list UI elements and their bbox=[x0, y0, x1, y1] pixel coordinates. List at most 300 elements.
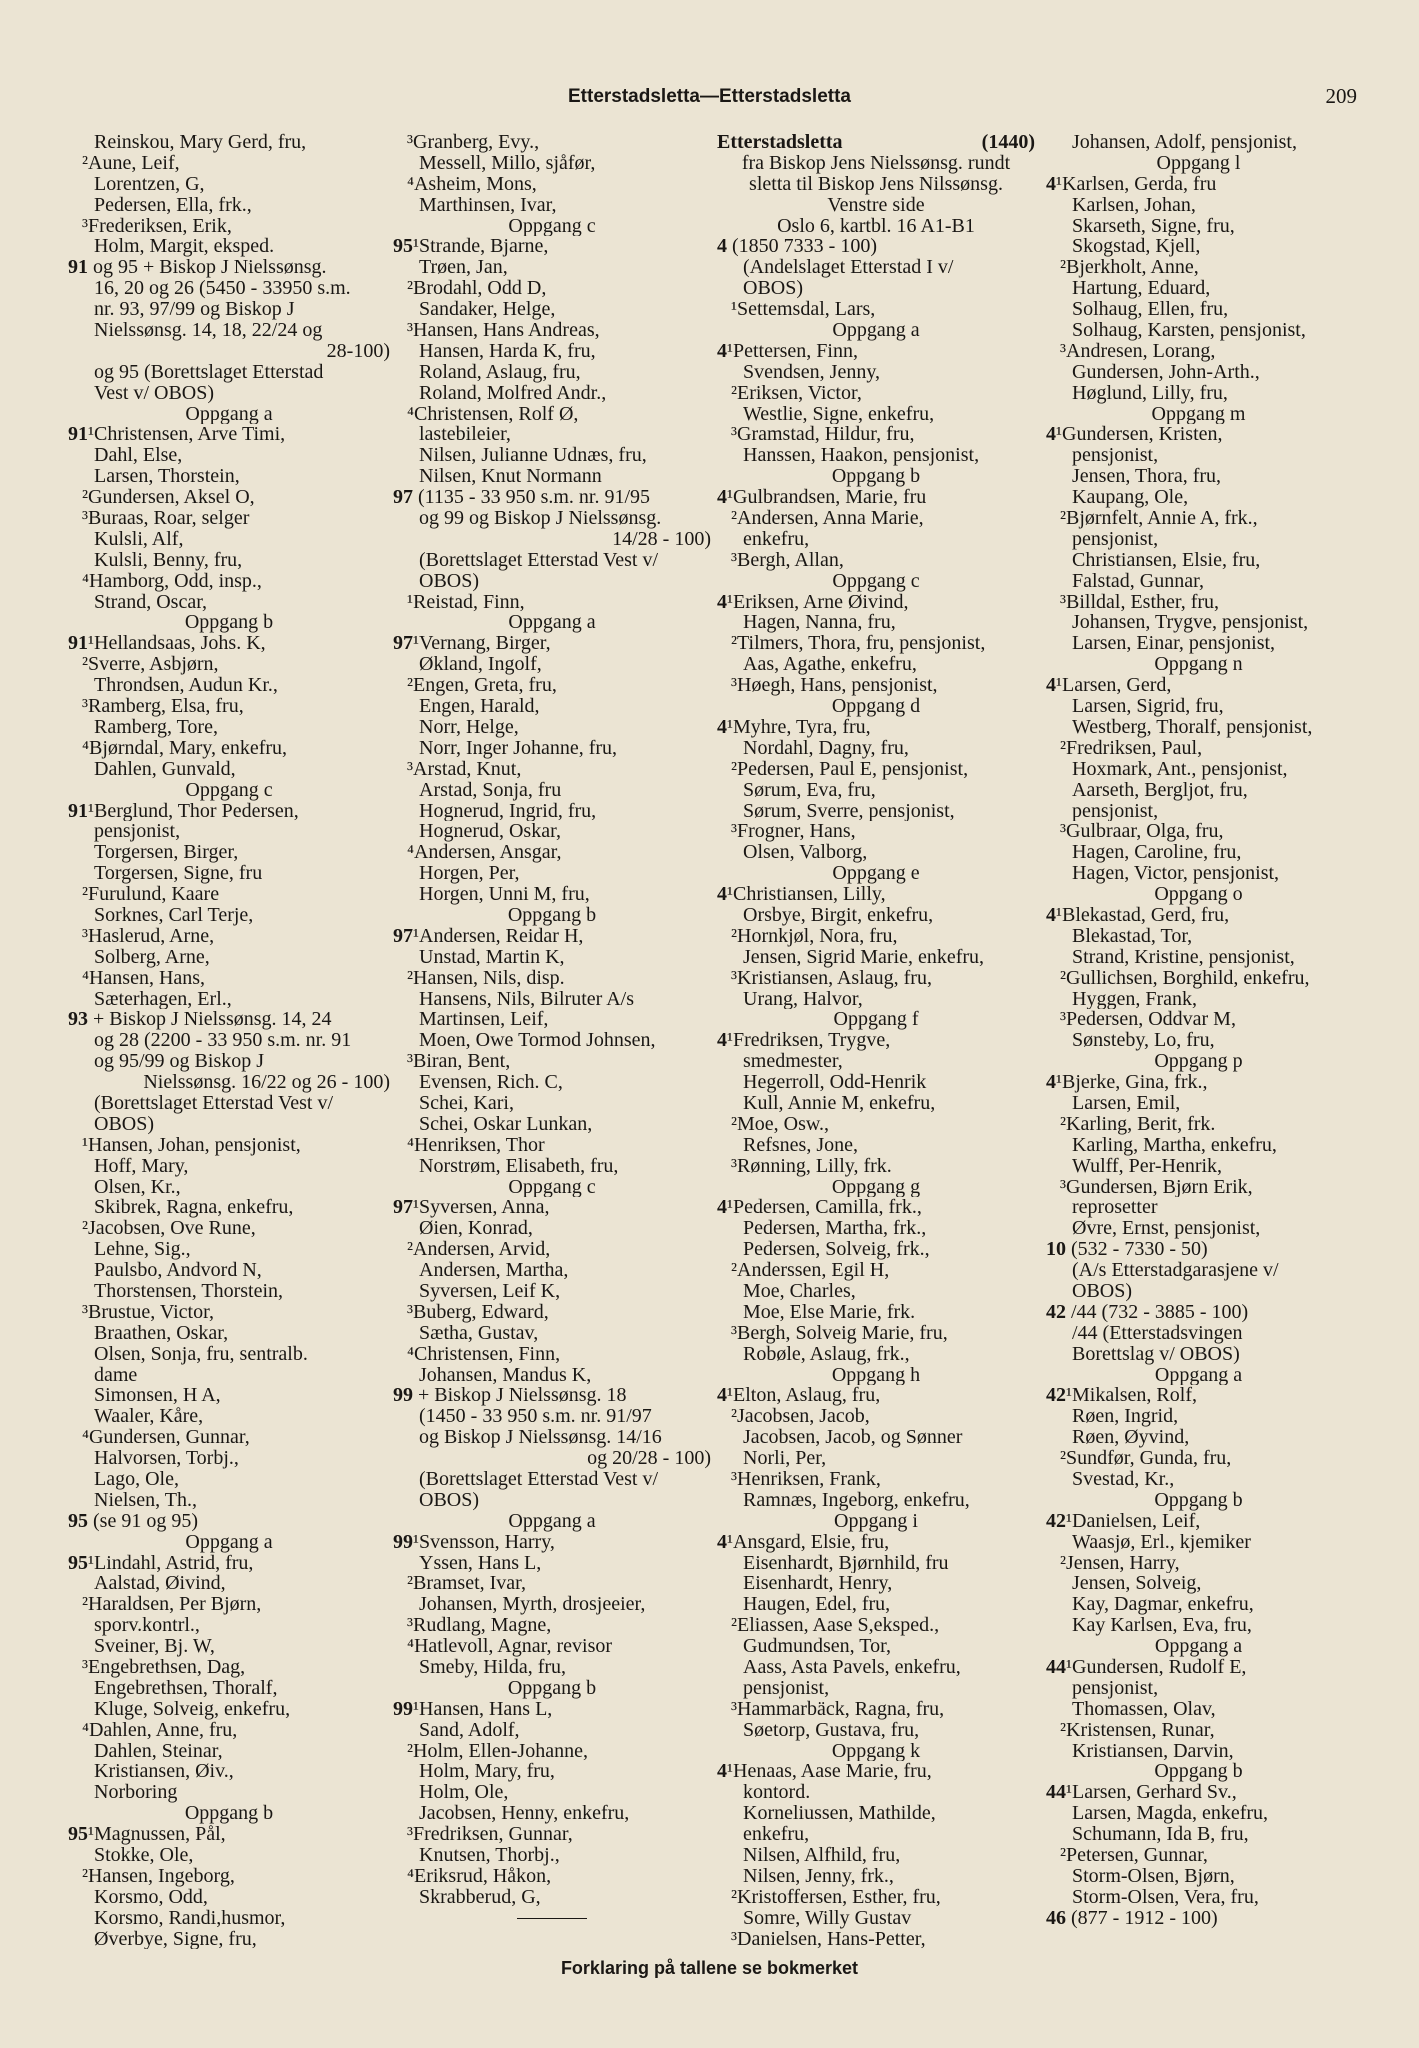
resident-line: ²Sverre, Asbjørn, bbox=[82, 654, 219, 676]
resident-line: Høglund, Lilly, fru, bbox=[1072, 382, 1228, 404]
resident-line: ²Gundersen, Aksel O, bbox=[82, 487, 255, 509]
resident-line: Øvre, Ernst, pensjonist, bbox=[1072, 1218, 1261, 1240]
resident-line: Engen, Harald, bbox=[419, 696, 540, 717]
resident-line: Gudmundsen, Tor, bbox=[743, 1636, 891, 1658]
address-entry: 4¹Christiansen, Lilly, bbox=[717, 884, 886, 905]
resident-line: Pedersen, Ella, frk., bbox=[94, 194, 252, 216]
entrance-heading: Oppgang f bbox=[833, 1009, 919, 1031]
resident-line: ³Hansen, Hans Andreas, bbox=[407, 320, 600, 341]
resident-line: ²Bramset, Ivar, bbox=[407, 1573, 527, 1595]
resident-line: Throndsen, Audun Kr., bbox=[94, 675, 278, 697]
resident-line: Yssen, Hans L, bbox=[419, 1552, 542, 1574]
entrance-heading: Oppgang a bbox=[508, 612, 596, 634]
resident-line: 28-100) bbox=[326, 340, 390, 362]
address-entry: 99 + Biskop J Nielssønsg. 18 bbox=[393, 1385, 627, 1407]
resident-line: Hansens, Nils, Bilruter A/s bbox=[419, 988, 634, 1010]
address-entry: 4¹Gundersen, Kristen, bbox=[1046, 424, 1223, 446]
resident-line: Lorentzen, G, bbox=[94, 173, 205, 195]
resident-line: Hanssen, Haakon, pensjonist, bbox=[743, 445, 980, 467]
entrance-heading: Oppgang c bbox=[508, 215, 596, 237]
resident-line: ²Sundfør, Gunda, fru, bbox=[1060, 1448, 1232, 1469]
resident-line: Kulsli, Benny, fru, bbox=[94, 549, 243, 571]
resident-line: Norli, Per, bbox=[743, 1448, 827, 1469]
resident-line: Eisenhardt, Bjørnhild, fru bbox=[743, 1552, 949, 1574]
resident-line: Orsbye, Birgit, enkefru, bbox=[743, 904, 934, 926]
entrance-heading: Oppgang c bbox=[185, 779, 273, 801]
resident-line: ²Anderssen, Egil H, bbox=[731, 1260, 890, 1281]
resident-line: Holm, Mary, fru, bbox=[419, 1761, 555, 1783]
resident-line: Thomassen, Olav, bbox=[1072, 1698, 1216, 1720]
resident-line: Skarseth, Signe, fru, bbox=[1072, 215, 1235, 237]
address-entry: 42¹Danielsen, Leif, bbox=[1046, 1510, 1201, 1532]
resident-line: Dahl, Else, bbox=[94, 445, 183, 467]
resident-line: Marthinsen, Ivar, bbox=[419, 194, 557, 216]
resident-line: Trøen, Jan, bbox=[419, 257, 508, 279]
resident-line: og 95/99 og Biskop J bbox=[94, 1051, 265, 1073]
entrance-heading: Oppgang a bbox=[1154, 1364, 1243, 1386]
address-entry: 4¹Myhre, Tyra, fru, bbox=[717, 716, 871, 738]
resident-line: Jensen, Solveig, bbox=[1072, 1573, 1202, 1595]
resident-line: Dahlen, Gunvald, bbox=[94, 758, 236, 780]
resident-line: ⁴Christensen, Finn, bbox=[407, 1343, 561, 1365]
resident-line: Kulsli, Alf, bbox=[94, 528, 184, 550]
resident-line: Olsen, Kr., bbox=[94, 1176, 181, 1198]
resident-line: ³Billdal, Esther, fru, bbox=[1060, 591, 1220, 613]
resident-line: Hagen, Victor, pensjonist, bbox=[1072, 863, 1280, 885]
resident-line: OBOS) bbox=[419, 570, 480, 592]
resident-line: Sandaker, Helge, bbox=[419, 299, 556, 321]
resident-line: ⁴Dahlen, Anne, fru, bbox=[82, 1719, 238, 1741]
resident-line: enkefru, bbox=[743, 528, 810, 550]
resident-line: Nielsen, Th., bbox=[94, 1489, 197, 1511]
resident-line: Haugen, Edel, fru, bbox=[743, 1594, 891, 1616]
resident-line: ²Kristensen, Runar, bbox=[1060, 1719, 1215, 1741]
resident-line: Jensen, Thora, fru, bbox=[1072, 466, 1222, 488]
resident-line: Larsen, Sigrid, fru, bbox=[1072, 696, 1224, 717]
address-entry: 97 (1135 - 33 950 s.m. nr. 91/95 bbox=[393, 487, 651, 509]
resident-line: og Biskop J Nielssønsg. 14/16 bbox=[419, 1427, 662, 1449]
resident-line: Larsen, Emil, bbox=[1072, 1092, 1181, 1114]
resident-line: Karling, Martha, enkefru, bbox=[1072, 1134, 1277, 1156]
resident-line: Smeby, Hilda, fru, bbox=[419, 1657, 567, 1678]
entrance-heading: Oppgang a bbox=[1154, 1636, 1243, 1658]
entrance-heading: Oppgang c bbox=[508, 1176, 596, 1198]
address-entry: 44¹Gundersen, Rudolf E, bbox=[1046, 1657, 1247, 1678]
resident-line: 16, 20 og 26 (5450 - 33950 s.m. bbox=[94, 278, 351, 300]
address-entry: 4¹Bjerke, Gina, frk., bbox=[1046, 1072, 1208, 1093]
resident-line: Andersen, Martha, bbox=[419, 1260, 569, 1281]
resident-line: Hagen, Caroline, fru, bbox=[1072, 842, 1242, 864]
resident-line: Halvorsen, Torbj., bbox=[94, 1448, 239, 1469]
resident-line: ³Ramberg, Elsa, fru, bbox=[82, 696, 244, 717]
resident-line: Pedersen, Martha, frk., bbox=[743, 1218, 927, 1240]
resident-line: Hoxmark, Ant., pensjonist, bbox=[1072, 758, 1288, 780]
resident-line: (Borettslaget Etterstad Vest v/ bbox=[419, 1469, 659, 1490]
resident-line: Hognerud, Oskar, bbox=[419, 821, 561, 843]
entrance-heading: Oppgang p bbox=[1154, 1051, 1243, 1073]
resident-line: Øverbye, Signe, fru, bbox=[94, 1928, 257, 1950]
resident-line: Nilsen, Julianne Udnæs, fru, bbox=[419, 445, 647, 467]
resident-line: ²Pedersen, Paul E, pensjonist, bbox=[731, 758, 969, 780]
resident-line: ⁴Asheim, Mons, bbox=[407, 173, 537, 195]
resident-line: ⁴Christensen, Rolf Ø, bbox=[407, 403, 579, 425]
resident-line: ³Buraas, Roar, selger bbox=[82, 508, 250, 529]
resident-line: ³Buberg, Edward, bbox=[407, 1301, 549, 1323]
resident-line: Kristiansen, Øiv., bbox=[94, 1761, 234, 1783]
entrance-heading: Oppgang b bbox=[184, 612, 274, 634]
resident-line: ²Moe, Osw., bbox=[731, 1113, 830, 1135]
resident-line: Jensen, Sigrid Marie, enkefru, bbox=[743, 946, 985, 968]
resident-line: Moe, Else Marie, frk. bbox=[743, 1301, 916, 1323]
resident-line: Kristiansen, Darvin, bbox=[1072, 1740, 1234, 1762]
resident-line: Moen, Owe Tormod Johnsen, bbox=[419, 1030, 656, 1052]
resident-line: Holm, Margit, eksped. bbox=[94, 236, 275, 258]
resident-line: dame bbox=[94, 1364, 138, 1386]
resident-line: Christiansen, Elsie, fru, bbox=[1072, 549, 1261, 571]
resident-line: ²Hansen, Ingeborg, bbox=[82, 1865, 235, 1887]
resident-line: ¹Hansen, Johan, pensjonist, bbox=[82, 1134, 301, 1156]
column-2 bbox=[393, 132, 711, 1929]
resident-line: Solhaug, Ellen, fru, bbox=[1072, 299, 1229, 321]
resident-line: Horgen, Unni M, fru, bbox=[419, 884, 590, 905]
resident-line: ²Engen, Greta, fru, bbox=[407, 675, 557, 697]
resident-line: Johansen, Adolf, pensjonist, bbox=[1072, 132, 1297, 153]
resident-line: Refsnes, Jone, bbox=[743, 1134, 858, 1156]
resident-line: Venstre side bbox=[827, 194, 925, 216]
resident-line: ³Bergh, Solveig Marie, fru, bbox=[731, 1322, 948, 1344]
resident-line: reprosetter bbox=[1072, 1197, 1158, 1219]
resident-line: Nilsen, Knut Normann bbox=[419, 466, 602, 488]
resident-line: ²Bjerkholt, Anne, bbox=[1060, 257, 1199, 279]
entrance-heading: Oppgang a bbox=[508, 1510, 596, 1532]
resident-line: 14/28 - 100) bbox=[612, 528, 711, 550]
address-entry: 95¹Magnussen, Pål, bbox=[68, 1824, 226, 1846]
address-entry: 42 /44 (732 - 3885 - 100) bbox=[1046, 1301, 1249, 1323]
resident-line: ³Gramstad, Hildur, fru, bbox=[731, 424, 915, 446]
address-entry: 44¹Larsen, Gerhard Sv., bbox=[1046, 1782, 1237, 1804]
resident-line: Larsen, Magda, enkefru, bbox=[1072, 1803, 1269, 1825]
resident-line: ²Brodahl, Odd D, bbox=[407, 278, 547, 300]
resident-line: ³Danielsen, Hans-Petter, bbox=[731, 1928, 926, 1950]
resident-line: ¹Settemsdal, Lars, bbox=[731, 299, 876, 321]
resident-line: ³Haslerud, Arne, bbox=[82, 925, 215, 947]
street-name: Etterstadsletta bbox=[717, 132, 843, 153]
resident-line: Solhaug, Karsten, pensjonist, bbox=[1072, 320, 1306, 341]
resident-line: Larsen, Einar, pensjonist, bbox=[1072, 633, 1276, 655]
resident-line: Storm-Olsen, Bjørn, bbox=[1072, 1865, 1235, 1887]
resident-line: ³Henriksen, Frank, bbox=[731, 1469, 881, 1490]
entrance-heading: Oppgang a bbox=[185, 403, 273, 425]
address-entry: 99¹Svensson, Harry, bbox=[393, 1531, 555, 1553]
resident-line: Norstrøm, Elisabeth, fru, bbox=[419, 1155, 619, 1177]
resident-line: Oslo 6, kartbl. 16 A1-B1 bbox=[777, 215, 975, 237]
resident-line: ³Gulbraar, Olga, fru, bbox=[1060, 821, 1224, 843]
resident-line: Kull, Annie M, enkefru, bbox=[743, 1092, 936, 1114]
resident-line: Sætha, Gustav, bbox=[419, 1322, 539, 1344]
resident-line: (Andelslaget Etterstad I v/ bbox=[743, 257, 954, 279]
resident-line: ³Frederiksen, Erik, bbox=[82, 215, 232, 237]
resident-line: ³Høegh, Hans, pensjonist, bbox=[731, 675, 938, 697]
resident-line: ³Rønning, Lilly, frk. bbox=[731, 1155, 892, 1177]
street-heading bbox=[717, 132, 1035, 153]
resident-line: Hegerroll, Odd-Henrik bbox=[743, 1072, 927, 1093]
resident-line: fra Biskop Jens Nielssønsg. rundt bbox=[741, 152, 1011, 174]
address-entry: 91 og 95 + Biskop J Nielssønsg. bbox=[68, 257, 327, 279]
address-entry: 4¹Pettersen, Finn, bbox=[717, 340, 858, 362]
entrance-heading: Oppgang b bbox=[1154, 1489, 1243, 1511]
entrance-heading: Oppgang n bbox=[1154, 654, 1243, 676]
resident-line: ²Bjørnfelt, Annie A, frk., bbox=[1060, 508, 1258, 529]
resident-line: Korsmo, Odd, bbox=[94, 1886, 208, 1908]
resident-line: sletta til Biskop Jens Nilssønsg. bbox=[749, 173, 1003, 195]
resident-line: ³Granberg, Evy., bbox=[407, 132, 540, 153]
resident-line: ³Pedersen, Oddvar M, bbox=[1060, 1009, 1236, 1031]
resident-line: Kay, Dagmar, enkefru, bbox=[1072, 1594, 1254, 1616]
resident-line: pensjonist, bbox=[1072, 445, 1159, 467]
resident-line: ³Brustue, Victor, bbox=[82, 1301, 214, 1323]
resident-line: Holm, Ole, bbox=[419, 1782, 509, 1804]
resident-line: Søetorp, Gustava, fru, bbox=[743, 1719, 920, 1741]
resident-line: pensjonist, bbox=[1072, 528, 1159, 550]
resident-line: Johansen, Mandus K, bbox=[419, 1364, 592, 1386]
resident-line: OBOS) bbox=[743, 278, 804, 300]
resident-line: Lago, Ole, bbox=[94, 1469, 179, 1490]
resident-line: Solberg, Arne, bbox=[94, 946, 210, 968]
resident-line: ³Rudlang, Magne, bbox=[407, 1615, 552, 1637]
resident-line: ²Petersen, Gunnar, bbox=[1060, 1845, 1208, 1866]
entrance-heading: Oppgang l bbox=[1156, 152, 1241, 174]
resident-line: Reinskou, Mary Gerd, fru, bbox=[94, 132, 307, 153]
resident-line: Torgersen, Birger, bbox=[94, 842, 239, 864]
address-entry: 4¹Karlsen, Gerda, fru bbox=[1046, 173, 1217, 195]
resident-line: Hoff, Mary, bbox=[94, 1155, 189, 1177]
resident-line: Sønsteby, Lo, fru, bbox=[1072, 1030, 1215, 1052]
address-entry: 91¹Berglund, Thor Pedersen, bbox=[68, 800, 299, 822]
resident-line: Korneliussen, Mathilde, bbox=[743, 1803, 936, 1825]
resident-line: ²Jensen, Harry, bbox=[1060, 1552, 1180, 1574]
address-entry: 42¹Mikalsen, Rolf, bbox=[1046, 1385, 1197, 1407]
resident-line: ⁴Henriksen, Thor bbox=[407, 1134, 545, 1156]
resident-line: ²Karling, Berit, frk. bbox=[1060, 1113, 1216, 1135]
resident-line: Paulsbo, Andvord N, bbox=[94, 1260, 262, 1281]
entrance-heading: Oppgang i bbox=[834, 1510, 918, 1532]
resident-line: Moe, Charles, bbox=[743, 1280, 856, 1302]
resident-line: Vest v/ OBOS) bbox=[94, 382, 215, 404]
resident-line: Aas, Agathe, enkefru, bbox=[743, 654, 917, 676]
resident-line: Røen, Ingrid, bbox=[1072, 1406, 1179, 1428]
resident-line: Jacobsen, Jacob, og Sønner bbox=[743, 1427, 963, 1449]
resident-line: Skogstad, Kjell, bbox=[1072, 236, 1201, 258]
resident-line: og 99 og Biskop J Nielssønsg. bbox=[419, 508, 662, 529]
resident-line: Engebrethsen, Thoralf, bbox=[94, 1677, 278, 1699]
resident-line: ²Holm, Ellen-Johanne, bbox=[407, 1740, 588, 1762]
resident-line: Evensen, Rich. C, bbox=[419, 1072, 563, 1093]
resident-line: Ramnæs, Ingeborg, enkefru, bbox=[743, 1489, 970, 1511]
entrance-heading: Oppgang b bbox=[507, 1677, 597, 1699]
resident-line: Syversen, Leif K, bbox=[419, 1280, 561, 1302]
resident-line: Westberg, Thoralf, pensjonist, bbox=[1072, 716, 1313, 738]
resident-line: Messell, Millo, sjåfør, bbox=[419, 152, 596, 174]
entrance-heading: Oppgang b bbox=[184, 1803, 274, 1825]
resident-line: ³Fredriksen, Gunnar, bbox=[407, 1824, 573, 1846]
resident-line: Nielssønsg. 16/22 og 26 - 100) bbox=[143, 1072, 390, 1093]
resident-line: Falstad, Gunnar, bbox=[1072, 570, 1204, 592]
resident-line: Kluge, Solveig, enkefru, bbox=[94, 1698, 291, 1720]
resident-line: ²Tilmers, Thora, fru, pensjonist, bbox=[731, 633, 986, 655]
resident-line: Stokke, Ole, bbox=[94, 1845, 194, 1866]
resident-line: ⁴Hansen, Hans, bbox=[82, 967, 206, 989]
resident-line: ⁴Bjørndal, Mary, enkefru, bbox=[82, 737, 288, 759]
resident-line: ⁴Andersen, Ansgar, bbox=[407, 842, 562, 864]
resident-line: Hognerud, Ingrid, fru, bbox=[419, 800, 597, 822]
resident-line: Ramberg, Tore, bbox=[94, 716, 218, 738]
resident-line: nr. 93, 97/99 og Biskop J bbox=[94, 299, 295, 321]
resident-line: Braathen, Oskar, bbox=[94, 1322, 229, 1344]
resident-line: Olsen, Valborg, bbox=[743, 842, 868, 864]
resident-line: smedmester, bbox=[743, 1051, 843, 1073]
resident-line: Røen, Øyvind, bbox=[1072, 1427, 1190, 1449]
address-entry: 4¹Elton, Aslaug, fru, bbox=[717, 1385, 881, 1407]
resident-line: Johansen, Myrth, drosjeeier, bbox=[419, 1594, 646, 1616]
resident-line: Waaler, Kåre, bbox=[94, 1406, 204, 1428]
resident-line: pensjonist, bbox=[743, 1677, 830, 1699]
resident-line: Blekastad, Tor, bbox=[1072, 925, 1193, 947]
resident-line: Nielssønsg. 14, 18, 22/24 og bbox=[94, 320, 323, 341]
resident-line: Gundersen, John-Arth., bbox=[1072, 361, 1260, 383]
entrance-heading: Oppgang a bbox=[185, 1531, 273, 1553]
resident-line: Hartung, Eduard, bbox=[1072, 278, 1211, 300]
resident-line: pensjonist, bbox=[1072, 1677, 1159, 1699]
resident-line: Thorstensen, Thorstein, bbox=[94, 1280, 284, 1302]
resident-line: (Borettslaget Etterstad Vest v/ bbox=[419, 549, 659, 571]
address-entry: 97¹Syversen, Anna, bbox=[393, 1197, 550, 1219]
column-4 bbox=[1046, 132, 1351, 1929]
resident-line: ⁴Hamborg, Odd, insp., bbox=[82, 570, 262, 592]
resident-line: Horgen, Per, bbox=[419, 863, 520, 885]
street-code: (1440) bbox=[981, 132, 1035, 153]
footer-note: Forklaring på tallene se bokmerket bbox=[560, 1958, 859, 1978]
resident-line: Aass, Asta Pavels, enkefru, bbox=[743, 1657, 961, 1678]
resident-line: Dahlen, Steinar, bbox=[94, 1740, 223, 1762]
resident-line: ²Haraldsen, Per Bjørn, bbox=[82, 1594, 262, 1616]
resident-line: ³Arstad, Knut, bbox=[407, 758, 522, 780]
page-number: 209 bbox=[1325, 84, 1357, 108]
resident-line: og 20/28 - 100) bbox=[587, 1448, 711, 1469]
resident-line: ³Gundersen, Bjørn Erik, bbox=[1060, 1176, 1253, 1198]
resident-line: Torgersen, Signe, fru bbox=[94, 863, 263, 885]
resident-line: OBOS) bbox=[1072, 1280, 1133, 1302]
resident-line: (Borettslaget Etterstad Vest v/ bbox=[94, 1092, 334, 1114]
resident-line: Knutsen, Thorbj., bbox=[419, 1845, 560, 1866]
resident-line: ²Andersen, Arvid, bbox=[407, 1239, 551, 1261]
entrance-heading: Oppgang a bbox=[832, 320, 920, 341]
address-entry: 91¹Christensen, Arve Timi, bbox=[68, 424, 286, 446]
resident-line: Storm-Olsen, Vera, fru, bbox=[1072, 1886, 1259, 1908]
resident-line: Waasjø, Erl., kjemiker bbox=[1072, 1531, 1251, 1553]
resident-line: ⁴Hatlevoll, Agnar, revisor bbox=[407, 1636, 613, 1658]
resident-line: Svendsen, Jenny, bbox=[743, 361, 881, 383]
resident-line: ²Aune, Leif, bbox=[82, 152, 180, 174]
resident-line: ²Furulund, Kaare bbox=[82, 884, 220, 905]
resident-line: (1450 - 33 950 s.m. nr. 91/97 bbox=[419, 1406, 652, 1428]
resident-line: Hansen, Harda K, fru, bbox=[419, 340, 596, 362]
resident-line: Nilsen, Jenny, frk., bbox=[743, 1865, 894, 1887]
resident-line: ²Hansen, Nils, disp. bbox=[407, 967, 565, 989]
resident-line: Strand, Oscar, bbox=[94, 591, 208, 613]
resident-line: Kaupang, Ole, bbox=[1072, 487, 1189, 509]
entrance-heading: Oppgang g bbox=[831, 1176, 921, 1198]
address-entry: 91¹Hellandsaas, Johs. K, bbox=[68, 633, 266, 655]
resident-line: Borettslag v/ OBOS) bbox=[1072, 1343, 1240, 1365]
resident-line: ³Hammarbäck, Ragna, fru, bbox=[731, 1698, 945, 1720]
resident-line: Karlsen, Johan, bbox=[1072, 194, 1196, 216]
resident-line: Schumann, Ida B, fru, bbox=[1072, 1824, 1249, 1846]
address-entry: 4¹Larsen, Gerd, bbox=[1046, 675, 1172, 697]
resident-line: Hyggen, Frank, bbox=[1072, 988, 1197, 1010]
resident-line: Hagen, Nanna, fru, bbox=[743, 612, 896, 634]
resident-line: ⁴Gundersen, Gunnar, bbox=[82, 1427, 250, 1449]
resident-line: og 95 (Borettslaget Etterstad bbox=[94, 361, 324, 383]
resident-line: ²Fredriksen, Paul, bbox=[1060, 737, 1203, 759]
resident-line: /44 (Etterstadsvingen bbox=[1072, 1322, 1243, 1344]
resident-line: ²Hornkjøl, Nora, fru, bbox=[731, 925, 898, 947]
resident-line: Svestad, Kr., bbox=[1072, 1469, 1175, 1490]
address-entry: 95¹Lindahl, Astrid, fru, bbox=[68, 1552, 254, 1574]
resident-line: OBOS) bbox=[419, 1489, 480, 1511]
resident-line: ²Kristoffersen, Esther, fru, bbox=[731, 1886, 941, 1908]
resident-line: Norr, Helge, bbox=[419, 716, 519, 738]
resident-line: ³Bergh, Allan, bbox=[731, 549, 844, 571]
resident-line: Jacobsen, Henny, enkefru, bbox=[419, 1803, 630, 1825]
resident-line: lastebileier, bbox=[419, 424, 511, 446]
resident-line: Arstad, Sonja, fru bbox=[419, 779, 562, 801]
address-entry: 97¹Vernang, Birger, bbox=[393, 633, 551, 655]
resident-line: ³Andresen, Lorang, bbox=[1060, 340, 1216, 362]
resident-line: ²Jacobsen, Jacob, bbox=[731, 1406, 870, 1428]
resident-line: Nordahl, Dagny, fru, bbox=[743, 737, 909, 759]
column-1 bbox=[68, 132, 390, 1949]
resident-line: Larsen, Thorstein, bbox=[94, 466, 240, 488]
entrance-heading: Oppgang e bbox=[832, 863, 920, 885]
entrance-heading: Oppgang k bbox=[831, 1740, 921, 1762]
resident-line: Unstad, Martin K, bbox=[419, 946, 565, 968]
resident-line: Roland, Molfred Andr., bbox=[419, 382, 607, 404]
resident-line: Schei, Oskar Lunkan, bbox=[419, 1113, 593, 1135]
resident-line: Olsen, Sonja, fru, sentralb. bbox=[94, 1343, 308, 1365]
resident-line: Sand, Adolf, bbox=[419, 1719, 520, 1741]
address-entry: 93 + Biskop J Nielssønsg. 14, 24 bbox=[68, 1009, 332, 1031]
address-entry: 95¹Strande, Bjarne, bbox=[393, 236, 549, 258]
address-entry: 4¹Henaas, Aase Marie, fru, bbox=[717, 1761, 932, 1783]
resident-line: OBOS) bbox=[94, 1113, 155, 1135]
resident-line: Aarseth, Bergljot, fru, bbox=[1072, 779, 1248, 801]
resident-line: Aalstad, Øivind, bbox=[94, 1573, 226, 1595]
entrance-heading: Oppgang c bbox=[832, 570, 920, 592]
resident-line: pensjonist, bbox=[1072, 800, 1159, 822]
entrance-heading: Oppgang m bbox=[1151, 403, 1246, 425]
resident-line: ¹Reistad, Finn, bbox=[407, 591, 525, 613]
resident-line: Norboring bbox=[94, 1782, 178, 1804]
address-entry: 4¹Blekastad, Gerd, fru, bbox=[1046, 904, 1230, 926]
address-entry: 4¹Fredriksen, Trygve, bbox=[717, 1030, 891, 1052]
resident-line: Strand, Kristine, pensjonist, bbox=[1072, 946, 1295, 968]
resident-line: Schei, Kari, bbox=[419, 1092, 514, 1114]
address-entry: 99¹Hansen, Hans L, bbox=[393, 1698, 553, 1720]
address-entry: 46 (877 - 1912 - 100) bbox=[1046, 1907, 1218, 1929]
entrance-heading: Oppgang b bbox=[507, 904, 597, 926]
resident-line: kontord. bbox=[743, 1782, 811, 1804]
resident-line: Sørum, Eva, fru, bbox=[743, 779, 876, 801]
